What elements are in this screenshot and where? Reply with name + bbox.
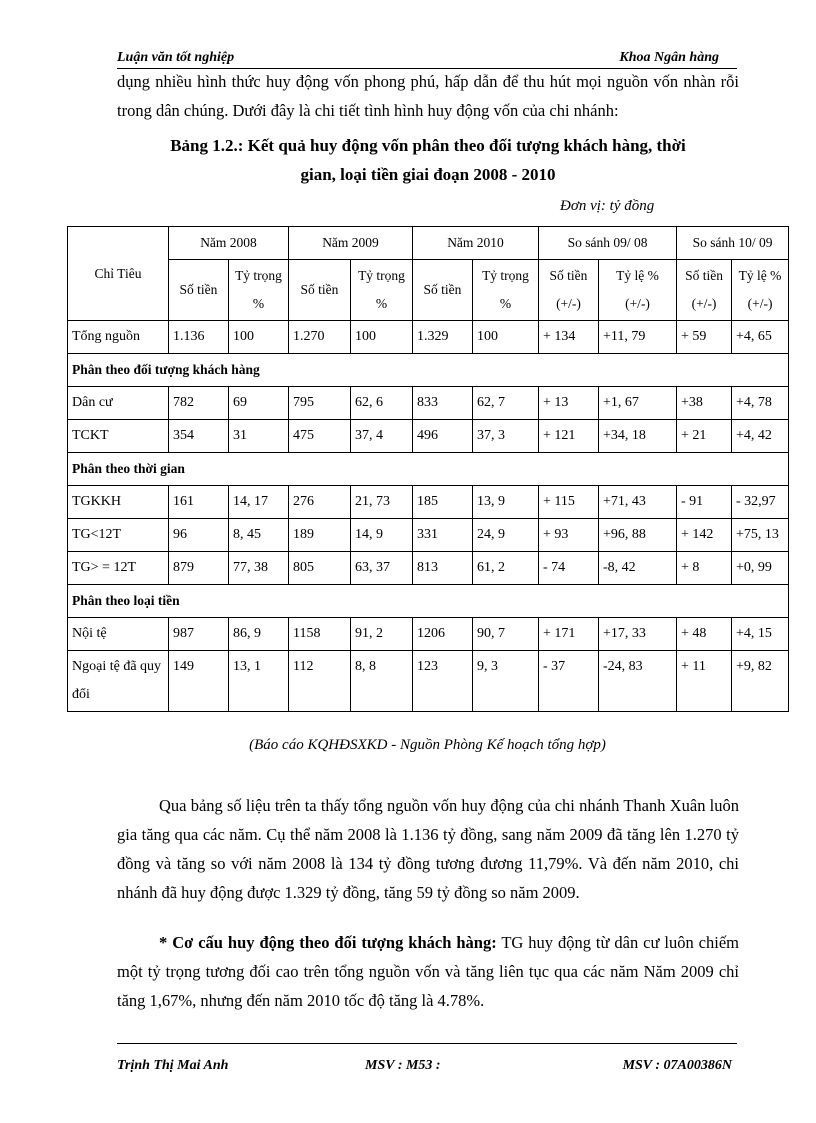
header-sub-cell: Số tiền (+/-) [539, 260, 599, 321]
table-cell: Tổng nguồn [68, 321, 169, 354]
header-row-sub [68, 260, 789, 321]
table-cell: 13, 9 [473, 486, 539, 519]
table-cell: 8, 8 [351, 651, 413, 712]
paragraph-text: TG huy động từ dân cư luôn chiếm một tỷ trọng tương đối cao trên tổng nguồn vốn và tăng liên tục qua các năm Năm 2009 chỉ tăng 1,67%, nhưng đến năm 2010 tốc độ tăng là 4.78%. [117, 933, 739, 1010]
table-cell: 100 [229, 321, 289, 354]
table-cell: 782 [169, 387, 229, 420]
table-cell: 62, 7 [473, 387, 539, 420]
table-cell: + 48 [677, 618, 732, 651]
table-cell: + 171 [539, 618, 599, 651]
header-faculty: Khoa Ngân hàng [619, 50, 719, 65]
paragraph-lead: * Cơ cấu huy động theo đối tượng khách hàng: [159, 933, 497, 952]
header-sub-cell: Tỷ trọng % [473, 260, 539, 321]
table-row [68, 420, 789, 453]
caption-line-2: gian, loại tiền giai đoạn 2008 - 2010 [300, 165, 556, 184]
table-cell: +4, 78 [732, 387, 789, 420]
table-cell: +11, 79 [599, 321, 677, 354]
table-cell: - 91 [677, 486, 732, 519]
group-label: Phân theo loại tiền [68, 585, 789, 618]
table-cell: 331 [413, 519, 473, 552]
table-cell: 69 [229, 387, 289, 420]
table-row-total [68, 321, 789, 354]
footer-student-id: MSV : 07A00386N [622, 1058, 732, 1073]
table-cell: 833 [413, 387, 473, 420]
table-cell: +4, 65 [732, 321, 789, 354]
table-cell: Dân cư [68, 387, 169, 420]
table-cell: - 32,97 [732, 486, 789, 519]
header-chi-tieu: Chỉ Tiêu [68, 227, 169, 321]
table-cell: 96 [169, 519, 229, 552]
footer-msv-label: MSV : M53 : [365, 1058, 441, 1073]
table-cell: TGKKH [68, 486, 169, 519]
table-cell: 123 [413, 651, 473, 712]
table-cell: 37, 3 [473, 420, 539, 453]
table-cell: + 93 [539, 519, 599, 552]
group-row-time [68, 453, 789, 486]
caption-line-1: Bảng 1.2.: Kết quả huy động vốn phân theo đối tượng khách hàng, thời [170, 136, 686, 155]
group-label: Phân theo đối tượng khách hàng [68, 354, 789, 387]
table-cell: 1.270 [289, 321, 351, 354]
table-cell: 1158 [289, 618, 351, 651]
table-cell: 90, 7 [473, 618, 539, 651]
table-cell: + 134 [539, 321, 599, 354]
table-cell: 496 [413, 420, 473, 453]
table-cell: +0, 99 [732, 552, 789, 585]
table-cell: + 121 [539, 420, 599, 453]
table-row [68, 519, 789, 552]
table-cell: 795 [289, 387, 351, 420]
header-sub-cell: Tỷ trọng % [229, 260, 289, 321]
table-cell: 13, 1 [229, 651, 289, 712]
unit-label: Đơn vị: tỷ đồng [560, 198, 655, 214]
header-sub-cell: Tỷ lệ % (+/-) [732, 260, 789, 321]
table-cell: + 21 [677, 420, 732, 453]
header-row-groups [68, 227, 789, 260]
group-label: Phân theo thời gian [68, 453, 789, 486]
page-footer [117, 1043, 737, 1073]
table-cell: 24, 9 [473, 519, 539, 552]
table-cell: +71, 43 [599, 486, 677, 519]
header-year-2010: Năm 2010 [413, 227, 539, 260]
table-cell: 37, 4 [351, 420, 413, 453]
table-caption [117, 131, 739, 189]
table-cell: 1206 [413, 618, 473, 651]
analysis-paragraph: Qua bảng số liệu trên ta thấy tổng nguồn vốn huy động của chi nhánh Thanh Xuân luôn gia tăng qua các năm. Cụ thể năm 2008 là 1.136 tỷ đồng, sang năm 2009 đã tăng lên 1.270 tỷ đồng và tăng so với năm 2008 là 134 tỷ đồng tương đương 11,79%. Và đến năm 2010, chi nhánh đã huy động được 1.329 tỷ đồng, tăng 59 tỷ đồng so năm 2009. [117, 796, 739, 902]
table-cell: 91, 2 [351, 618, 413, 651]
table-cell: 813 [413, 552, 473, 585]
table-cell: + 13 [539, 387, 599, 420]
table-cell: TG> = 12T [68, 552, 169, 585]
table-row [68, 387, 789, 420]
table-cell: TCKT [68, 420, 169, 453]
table-cell: -24, 83 [599, 651, 677, 712]
table-cell: - 37 [539, 651, 599, 712]
table-cell: 805 [289, 552, 351, 585]
table-cell: +96, 88 [599, 519, 677, 552]
table-cell: TG<12T [68, 519, 169, 552]
table-cell: 112 [289, 651, 351, 712]
table-cell: 1.136 [169, 321, 229, 354]
table-cell: +9, 82 [732, 651, 789, 712]
table-cell: 475 [289, 420, 351, 453]
table-cell: 77, 38 [229, 552, 289, 585]
table-row [68, 618, 789, 651]
table-cell: + 115 [539, 486, 599, 519]
table-cell: 149 [169, 651, 229, 712]
table-cell: 62, 6 [351, 387, 413, 420]
header-compare-09-08: So sánh 09/ 08 [539, 227, 677, 260]
header-sub-cell: Tỷ lệ % (+/-) [599, 260, 677, 321]
table-cell: 189 [289, 519, 351, 552]
table-cell: 86, 9 [229, 618, 289, 651]
header-sub-cell: Số tiền (+/-) [677, 260, 732, 321]
header-sub-cell: Tỷ trọng % [351, 260, 413, 321]
customer-structure-paragraph [117, 928, 739, 1015]
table-row [68, 552, 789, 585]
table-cell: + 142 [677, 519, 732, 552]
header-compare-10-09: So sánh 10/ 09 [677, 227, 789, 260]
intro-paragraph: dụng nhiều hình thức huy động vốn phong phú, hấp dẫn để thu hút mọi nguồn vốn nhàn rỗi trong dân chúng. Dưới đây là chi tiết tình hình huy động vốn của chi nhánh: [117, 72, 739, 120]
table-cell: 100 [473, 321, 539, 354]
table-cell: 879 [169, 552, 229, 585]
table-cell: 61, 2 [473, 552, 539, 585]
table-cell: + 59 [677, 321, 732, 354]
table-cell: Nội tệ [68, 618, 169, 651]
table-cell: 14, 9 [351, 519, 413, 552]
table-cell: + 11 [677, 651, 732, 712]
table-cell: 987 [169, 618, 229, 651]
table-cell: +34, 18 [599, 420, 677, 453]
table-cell: 354 [169, 420, 229, 453]
table-cell: 21, 73 [351, 486, 413, 519]
table-cell: 31 [229, 420, 289, 453]
table-cell: -8, 42 [599, 552, 677, 585]
table-cell: +17, 33 [599, 618, 677, 651]
table-cell: Ngoại tệ đã quy đổi [68, 651, 169, 712]
table-cell: +4, 15 [732, 618, 789, 651]
table-cell: 63, 37 [351, 552, 413, 585]
table-cell: 185 [413, 486, 473, 519]
table-cell: 1.329 [413, 321, 473, 354]
table-cell: 8, 45 [229, 519, 289, 552]
header-sub-cell: Số tiền [413, 260, 473, 321]
group-row-currency [68, 585, 789, 618]
table-source-note: (Báo cáo KQHĐSXKD - Nguồn Phòng Kế hoạch tổng hợp) [249, 737, 606, 753]
table-cell: +4, 42 [732, 420, 789, 453]
table-cell: +75, 13 [732, 519, 789, 552]
header-thesis-title: Luận văn tốt nghiệp [117, 50, 235, 65]
table-row [68, 651, 789, 712]
footer-author: Trịnh Thị Mai Anh [117, 1058, 229, 1073]
header-sub-cell: Số tiền [169, 260, 229, 321]
table-cell: 14, 17 [229, 486, 289, 519]
group-row-customer [68, 354, 789, 387]
table-row [68, 486, 789, 519]
header-sub-cell: Số tiền [289, 260, 351, 321]
table-cell: 9, 3 [473, 651, 539, 712]
table-cell: 100 [351, 321, 413, 354]
table-cell: +1, 67 [599, 387, 677, 420]
table-cell: +38 [677, 387, 732, 420]
header-year-2009: Năm 2009 [289, 227, 413, 260]
header-year-2008: Năm 2008 [169, 227, 289, 260]
table-cell: + 8 [677, 552, 732, 585]
table-cell: - 74 [539, 552, 599, 585]
table-cell: 161 [169, 486, 229, 519]
table-cell: 276 [289, 486, 351, 519]
data-table [67, 226, 789, 712]
